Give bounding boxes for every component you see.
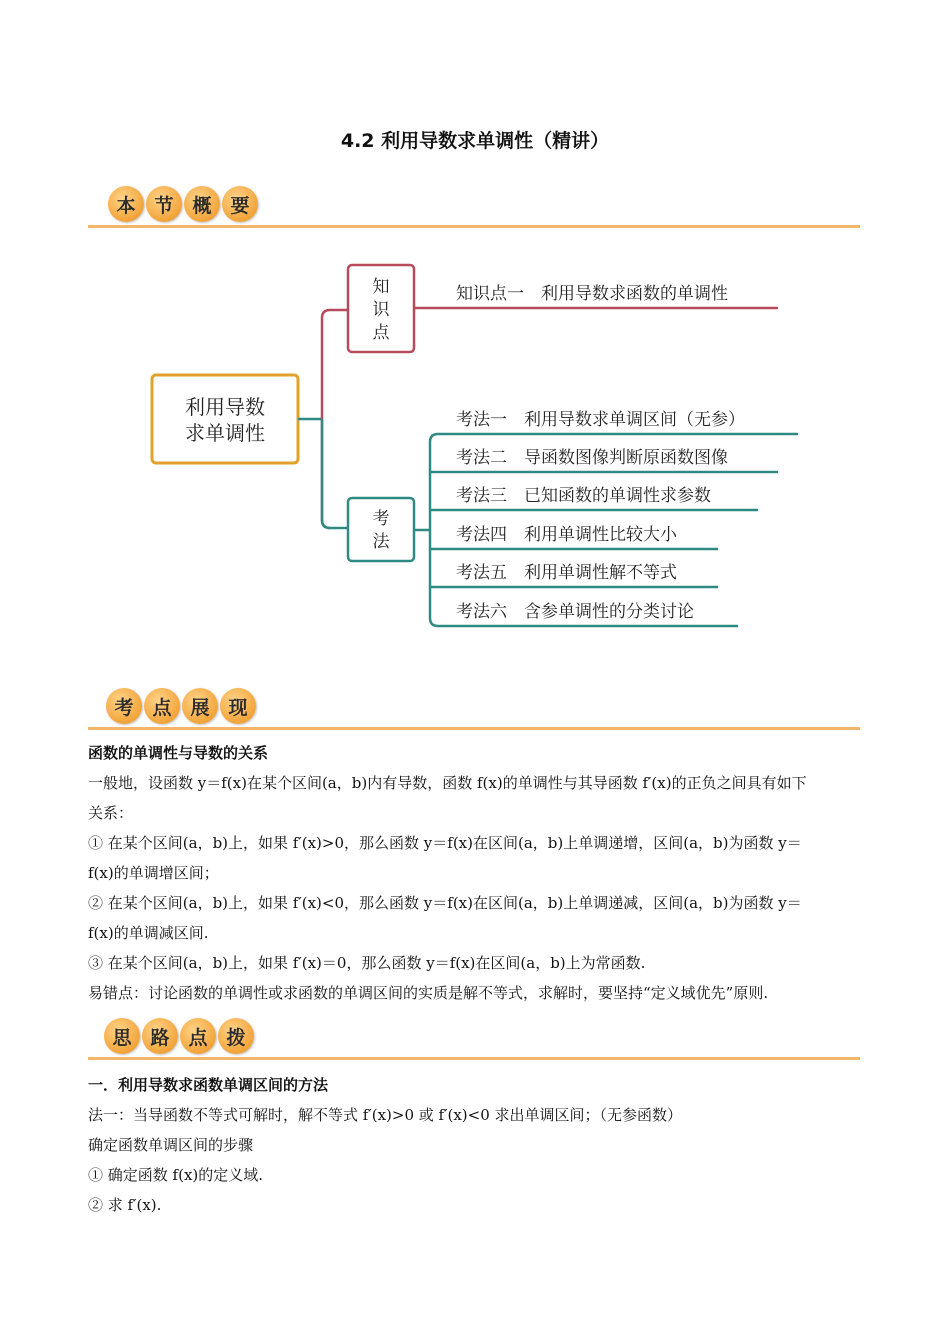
paragraph-line: f(x)的单调减区间. xyxy=(88,924,209,942)
method-node-char: 法 xyxy=(372,532,390,552)
banner-ideas xyxy=(88,1018,860,1062)
banner-char: 现 xyxy=(220,688,256,724)
banner-char: 展 xyxy=(182,688,218,724)
paragraph-line: 易错点：讨论函数的单调性或求函数的单调区间的实质是解不等式，求解时，要坚持“定义域优先”原则. xyxy=(88,984,769,1002)
method-item: 考法二 导函数图像判断原函数图像 xyxy=(456,448,728,468)
banner-char: 概 xyxy=(184,186,220,222)
mind-map xyxy=(0,250,950,640)
points-section xyxy=(88,738,868,1008)
banner-char: 点 xyxy=(144,688,180,724)
paragraph-line: ① 确定函数 f(x)的定义域. xyxy=(88,1166,264,1184)
banner-rule xyxy=(88,1057,860,1060)
method-item: 考法五 利用单调性解不等式 xyxy=(456,563,677,583)
banner-char: 本 xyxy=(108,186,144,222)
banner-char: 考 xyxy=(106,688,142,724)
banner-char: 点 xyxy=(180,1018,216,1054)
mind-map-root-line: 求单调性 xyxy=(185,421,265,445)
paragraph-line: 确定函数单调区间的步骤 xyxy=(88,1136,254,1154)
banner-points xyxy=(88,688,860,732)
method-node-char: 考 xyxy=(372,509,390,529)
paragraph-line: ② 在某个区间(a，b)上，如果 f′(x)<0，那么函数 y＝f(x)在区间(a，b)上单调递减，区间(a，b)为函数 y＝ xyxy=(88,894,802,912)
mind-map-root-box xyxy=(152,375,298,463)
method-item: 考法六 含参单调性的分类讨论 xyxy=(456,602,694,622)
knowledge-node-char: 点 xyxy=(372,323,390,343)
paragraph-line: 法一：当导函数不等式可解时，解不等式 f′(x)>0 或 f′(x)<0 求出单调区间；（无参函数） xyxy=(88,1106,683,1124)
knowledge-item: 知识点一 利用导数求函数的单调性 xyxy=(456,284,728,304)
method-item: 考法三 已知函数的单调性求参数 xyxy=(456,486,711,506)
paragraph-line: 关系： xyxy=(88,804,134,822)
method-item: 考法四 利用单调性比较大小 xyxy=(456,525,677,545)
section-heading: 一．利用导数求函数单调区间的方法 xyxy=(88,1076,329,1094)
paragraph-line: ① 在某个区间(a，b)上，如果 f′(x)>0，那么函数 y＝f(x)在区间(a，b)上单调递增，区间(a，b)为函数 y＝ xyxy=(88,834,802,852)
paragraph-line: ③ 在某个区间(a，b)上，如果 f′(x)＝0，那么函数 y＝f(x)在区间(a，b)上为常函数. xyxy=(88,954,646,972)
page-title: 4.2 利用导数求单调性（精讲） xyxy=(340,130,610,152)
paragraph-line: 一般地，设函数 y＝f(x)在某个区间(a，b)内有导数，函数 f(x)的单调性与其导函数 f′(x)的正负之间具有如下 xyxy=(88,774,807,792)
banner-char: 要 xyxy=(222,186,258,222)
banner-rule xyxy=(88,727,860,730)
knowledge-node-char: 知 xyxy=(372,277,390,297)
banner-char: 思 xyxy=(104,1018,140,1054)
paragraph-line: ② 求 f′(x). xyxy=(88,1196,162,1214)
banner-char: 拨 xyxy=(218,1018,254,1054)
banner-char: 路 xyxy=(142,1018,178,1054)
banner-char: 节 xyxy=(146,186,182,222)
mind-map-root-line: 利用导数 xyxy=(185,395,265,419)
ideas-section xyxy=(88,1070,868,1220)
knowledge-node-char: 识 xyxy=(372,300,390,320)
method-item: 考法一 利用导数求单调区间（无参） xyxy=(456,410,745,430)
section-heading: 函数的单调性与导数的关系 xyxy=(88,744,269,762)
banner-overview xyxy=(88,186,860,230)
banner-rule xyxy=(88,225,860,228)
paragraph-line: f(x)的单调增区间； xyxy=(88,864,219,882)
